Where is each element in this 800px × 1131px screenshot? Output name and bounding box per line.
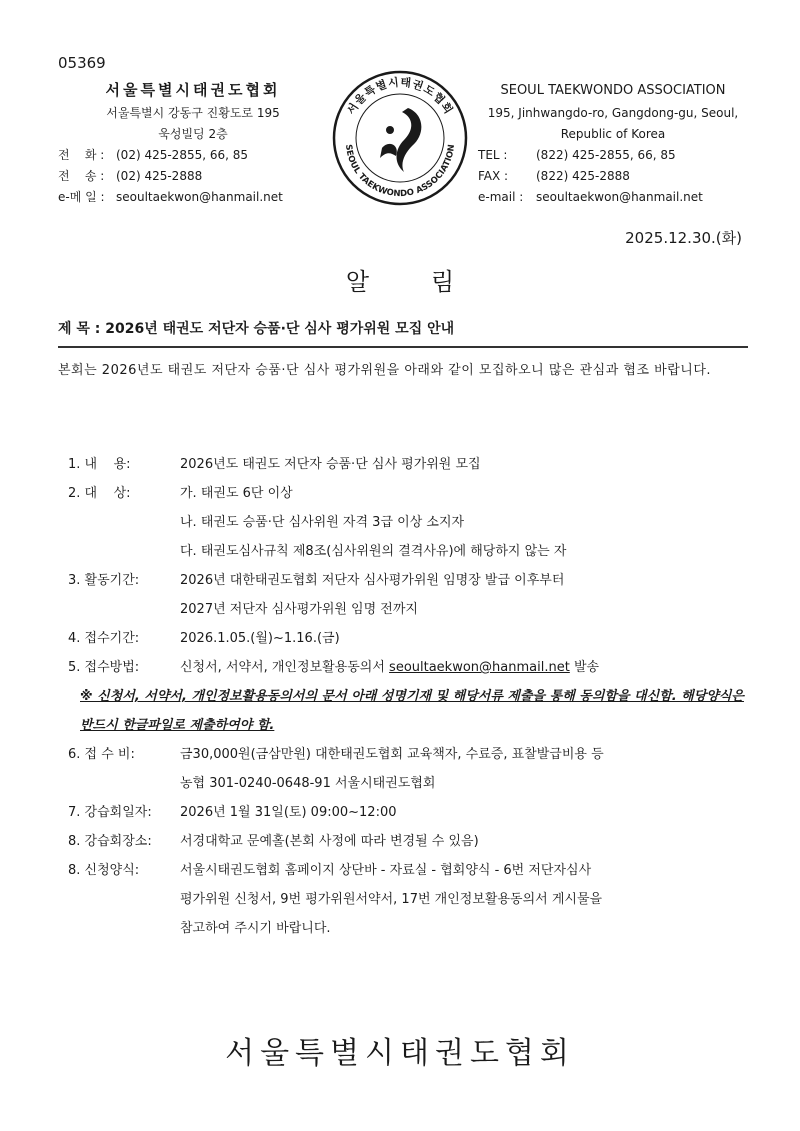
english-fax-row [478, 166, 748, 187]
footer-org-name: 서울특별시태권도협회 [225, 1036, 575, 1071]
korean-email[interactable]: seoultaekwon@hanmail.net [116, 190, 283, 204]
list-item [58, 856, 758, 943]
item-label: 4. 접수기간: [68, 631, 140, 646]
item-label: 3. 활동기간: [68, 573, 140, 588]
korean-letterhead [58, 80, 328, 208]
item-value: 서경대학교 문예홀(본회 사정에 따라 변경될 수 있음) [180, 834, 479, 849]
svg-text:서울특별시태권도협회 [344, 75, 457, 117]
item-value: 2027년 저단자 심사평가위원 임명 전까지 [180, 602, 418, 617]
item-value: 금30,000원(금삼만원) 대한태권도협회 교육책자, 수료증, 표찰발급비용 등 [180, 747, 604, 762]
list-item [58, 827, 758, 856]
item-value: 평가위원 신청서, 9번 평가위원서약서, 17번 개인정보활용동의서 게시물을 [180, 892, 603, 907]
item-value: 농협 301-0240-0648-91 서울시태권도협회 [180, 776, 436, 791]
english-fax-label: FAX : [478, 169, 509, 183]
item-value: 가. 태권도 6단 이상 [180, 486, 293, 501]
english-letterhead [478, 80, 748, 208]
english-phone: (822) 425-2855, 66, 85 [536, 148, 676, 162]
submission-email-link[interactable]: seoultaekwon@hanmail.net [389, 660, 570, 675]
english-phone-label: TEL : [478, 148, 508, 162]
document-date: 2025.12.30.(화) [625, 229, 742, 247]
document-subject: 제 목 : 2026년 태권도 저단자 승품·단 심사 평가위원 모집 안내 [58, 318, 748, 348]
item-value: 2026년 1월 31일(토) 09:00~12:00 [180, 805, 397, 820]
korean-email-label: e-메 일 : [58, 190, 105, 204]
korean-org-name: 서울특별시태권도협회 [105, 81, 281, 99]
korean-phone-label: 전 화 : [58, 148, 105, 162]
notice-text: ※ 신청서, 서약서, 개인정보활용동의서의 문서 아래 성명기재 및 해당서류 제출을 통해 동의함을 대신함. 해당양식은 반드시 한글파일로 제출하여야 함. [80, 689, 744, 733]
english-fax: (822) 425-2888 [536, 169, 630, 183]
english-email[interactable]: seoultaekwon@hanmail.net [536, 190, 703, 204]
item-label: 8. 신청양식: [68, 863, 140, 878]
intro-paragraph: 본회는 2026년도 태권도 저단자 승품·단 심사 평가위원을 아래와 같이 모집하오니 많은 관심과 협조 바랍니다. [58, 363, 712, 378]
item-label: 6. 접 수 비: [68, 747, 135, 762]
korean-address-line2: 욱성빌딩 2층 [158, 127, 228, 141]
item-label: 1. 내 용: [68, 457, 131, 472]
item-label: 8. 강습회장소: [68, 834, 152, 849]
english-email-label: e-mail : [478, 190, 524, 204]
english-address-line2: Republic of Korea [560, 127, 666, 141]
item-value: 나. 태권도 승품·단 심사위원 자격 3급 이상 소지자 [180, 515, 465, 530]
korean-address-line1: 서울특별시 강동구 진황도로 195 [106, 106, 280, 120]
seal-english-text: SEOUL TAEKWONDO ASSOCIATION [342, 143, 458, 200]
seal-korean-text: 서울특별시태권도협회 [344, 75, 456, 117]
item-value: 참고하여 주시기 바랍니다. [180, 921, 331, 936]
list-item [58, 740, 758, 798]
list-item [58, 653, 758, 682]
document-title: 알림 [345, 268, 517, 296]
association-seal-logo [330, 68, 470, 208]
item-value: 2026년도 태권도 저단자 승품·단 심사 평가위원 모집 [180, 457, 481, 472]
korean-email-row [58, 187, 328, 208]
korean-fax-label: 전 송 : [58, 169, 105, 183]
item-value: 발송 [573, 660, 600, 675]
item-label: 7. 강습회일자: [68, 805, 152, 820]
korean-fax-row [58, 166, 328, 187]
list-item [58, 479, 758, 566]
postal-code: 05369 [58, 54, 106, 72]
english-org-name: SEOUL TAEKWONDO ASSOCIATION [500, 83, 726, 98]
item-label: 2. 대 상: [68, 486, 131, 501]
item-value: 2026.1.05.(월)~1.16.(금) [180, 631, 340, 646]
item-value: 2026년 대한태권도협회 저단자 심사평가위원 임명장 발급 이후부터 [180, 573, 565, 588]
english-phone-row [478, 145, 748, 166]
korean-phone-row [58, 145, 328, 166]
list-item [58, 566, 758, 624]
english-address-line1: 195, Jinhwangdo-ro, Gangdong-gu, Seoul, [487, 106, 739, 120]
list-item [58, 624, 758, 653]
korean-phone: (02) 425-2855, 66, 85 [116, 148, 249, 162]
item-label: 5. 접수방법: [68, 660, 140, 675]
item-value: 서울시태권도협회 홈페이지 상단바 - 자료실 - 협회양식 - 6번 저단자심사 [180, 863, 592, 878]
list-item [58, 798, 758, 827]
item-list [58, 450, 758, 943]
list-item [58, 450, 758, 479]
item-value: 신청서, 서약서, 개인정보활용동의서 [180, 660, 385, 675]
english-email-row [478, 187, 748, 208]
item-value: 다. 태권도심사규칙 제8조(심사위원의 결격사유)에 해당하지 않는 자 [180, 544, 567, 559]
korean-fax: (02) 425-2888 [116, 169, 203, 183]
